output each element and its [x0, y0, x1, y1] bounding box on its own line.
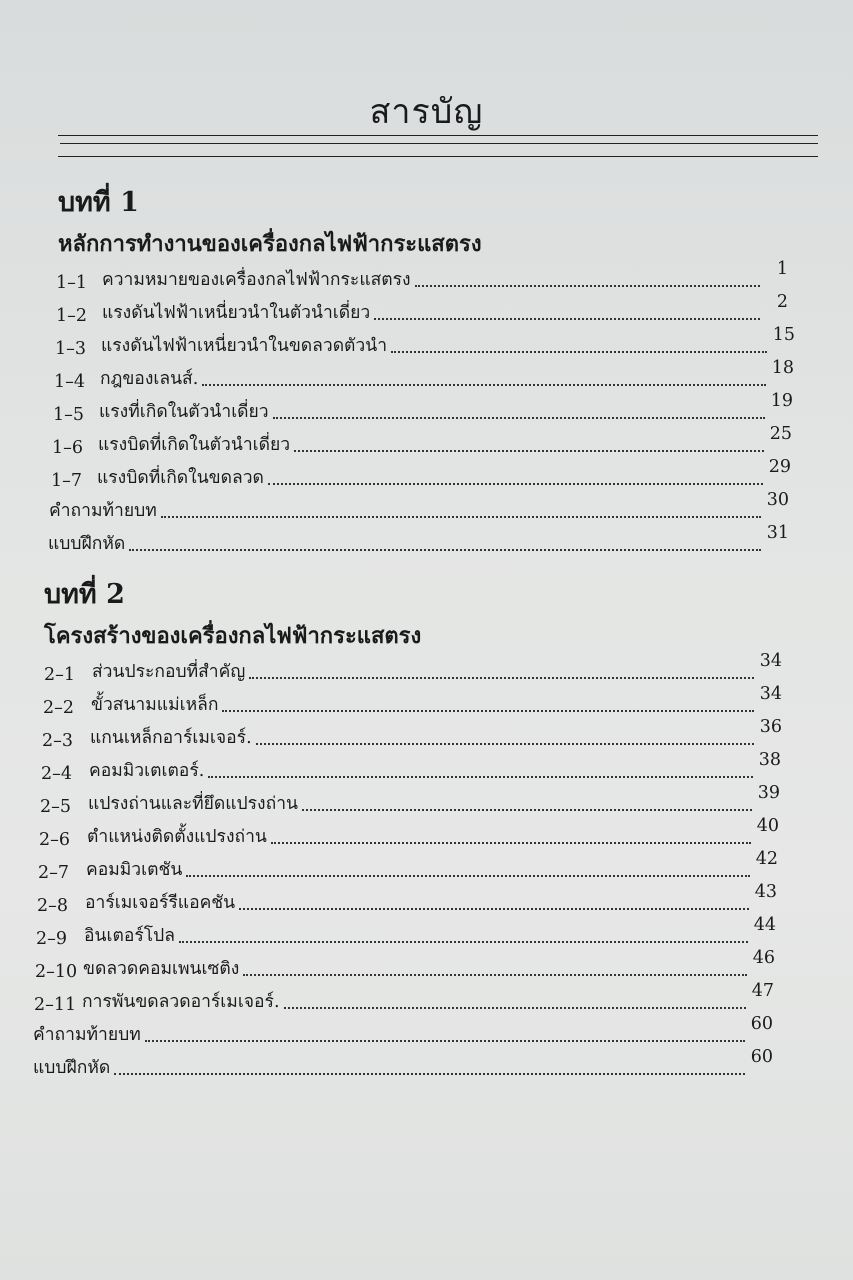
- toc-entry[interactable]: [36, 915, 776, 949]
- section-label: คอมมิวเตชัน: [86, 860, 183, 880]
- page-number: 15: [772, 325, 795, 345]
- section-label: แรงบิดที่เกิดในตัวนำเดี่ยว: [98, 435, 291, 455]
- dot-leader: [202, 384, 766, 386]
- section-label: ขั้วสนามแม่เหล็ก: [91, 695, 219, 715]
- section-number: 2–6: [39, 830, 71, 850]
- page-number: 38: [758, 750, 781, 770]
- section-label: คำถามท้ายบท: [33, 1025, 141, 1045]
- section-label: คอมมิวเตเตอร์.: [89, 761, 205, 781]
- section-number: 1–2: [56, 306, 88, 326]
- section-number: 2–3: [42, 731, 74, 751]
- page-number: 18: [771, 358, 794, 378]
- page-number: 60: [750, 1047, 773, 1067]
- section-number: 1–7: [51, 471, 83, 491]
- dot-leader: [256, 743, 754, 745]
- section-label: ขดลวดคอมเพนเซติง: [83, 959, 240, 979]
- toc-entry[interactable]: [42, 717, 782, 751]
- section-number: 2–1: [44, 665, 76, 685]
- title-rule-bottom: [58, 156, 818, 157]
- toc-entry[interactable]: [56, 292, 788, 326]
- dot-leader: [129, 549, 761, 551]
- page-number: 43: [754, 882, 777, 902]
- chapter-1-title: หลักการทำงานของเครื่องกลไฟฟ้ากระแสตรง: [58, 231, 482, 257]
- dot-leader: [302, 809, 752, 811]
- toc-entry[interactable]: [33, 1047, 773, 1081]
- toc-entry[interactable]: [55, 325, 795, 359]
- section-label: แบบฝึกหัด: [48, 534, 126, 554]
- toc-entry[interactable]: [34, 981, 774, 1015]
- toc-entry[interactable]: [41, 750, 781, 784]
- section-number: 1–4: [54, 372, 86, 392]
- toc-entry[interactable]: [51, 457, 791, 491]
- page-number: 25: [769, 424, 792, 444]
- dot-leader: [391, 351, 767, 353]
- section-label: คำถามท้ายบท: [49, 501, 157, 521]
- section-number: 2–4: [41, 764, 73, 784]
- page-number: 31: [766, 523, 789, 543]
- section-number: 1–3: [55, 339, 87, 359]
- section-number: 1–5: [53, 405, 85, 425]
- dot-leader: [249, 677, 754, 679]
- chapter-2-number: บทที่ 2: [44, 579, 125, 610]
- section-number: 2–2: [43, 698, 75, 718]
- toc-entry[interactable]: [43, 684, 782, 718]
- section-label: อินเตอร์โปล: [84, 926, 175, 946]
- section-label: แรงดันไฟฟ้าเหนี่ยวนำในตัวนำเดี่ยว: [102, 303, 371, 323]
- page-number: 42: [755, 849, 778, 869]
- page-title: สารบัญ: [369, 92, 484, 132]
- page-number: 34: [759, 684, 782, 704]
- toc-entry[interactable]: [33, 1014, 773, 1048]
- dot-leader: [208, 776, 753, 778]
- dot-leader: [294, 450, 764, 452]
- section-label: การพันขดลวดอาร์เมเจอร์.: [82, 992, 280, 1012]
- toc-entry[interactable]: [53, 391, 793, 425]
- chapter-2-title: โครงสร้างของเครื่องกลไฟฟ้ากระแสตรง: [44, 623, 422, 649]
- dot-leader: [186, 875, 750, 877]
- section-label: แรงดันไฟฟ้าเหนี่ยวนำในขดลวดตัวนำ: [101, 336, 388, 356]
- page-number: 36: [759, 717, 782, 737]
- toc-entry[interactable]: [38, 849, 778, 883]
- dot-leader: [284, 1007, 746, 1009]
- section-label: ส่วนประกอบที่สำคัญ: [92, 662, 246, 682]
- section-label: แปรงถ่านและที่ยึดแปรงถ่าน: [88, 794, 298, 814]
- page-number: 34: [759, 651, 782, 671]
- toc-entry[interactable]: [44, 651, 782, 685]
- section-number: 2–10: [35, 962, 78, 982]
- page-number: 60: [750, 1014, 773, 1034]
- section-number: 2–8: [37, 896, 69, 916]
- dot-leader: [114, 1073, 745, 1075]
- section-number: 2–5: [40, 797, 72, 817]
- toc-entry[interactable]: [35, 948, 775, 982]
- toc-entry[interactable]: [54, 358, 794, 392]
- dot-leader: [243, 974, 747, 976]
- section-label: แบบฝึกหัด: [33, 1058, 111, 1078]
- page-number: 46: [752, 948, 775, 968]
- page-number: 30: [766, 490, 789, 510]
- section-label: แรงบิดที่เกิดในขดลวด: [97, 468, 264, 488]
- page-number: 19: [770, 391, 793, 411]
- page-number: 29: [768, 457, 791, 477]
- section-number: 2–9: [36, 929, 68, 949]
- page-number: 39: [757, 783, 780, 803]
- section-label: ความหมายของเครื่องกลไฟฟ้ากระแสตรง: [102, 270, 411, 290]
- dot-leader: [268, 483, 763, 485]
- section-label: กฎของเลนส์.: [100, 369, 199, 389]
- section-number: 2–11: [34, 995, 77, 1015]
- section-number: 2–7: [38, 863, 70, 883]
- dot-leader: [374, 318, 760, 320]
- section-number: 1–1: [56, 273, 88, 293]
- page-number: 47: [751, 981, 774, 1001]
- section-label: แรงที่เกิดในตัวนำเดี่ยว: [99, 402, 269, 422]
- toc-entry[interactable]: [49, 490, 789, 524]
- dot-leader: [271, 842, 751, 844]
- section-label: ตำแหน่งติดตั้งแปรงถ่าน: [87, 827, 267, 847]
- dot-leader: [161, 516, 761, 518]
- section-number: 1–6: [52, 438, 84, 458]
- page-number: 2: [776, 292, 788, 312]
- page-number: 1: [776, 259, 788, 279]
- section-label: อาร์เมเจอร์รีแอคชัน: [85, 893, 236, 913]
- dot-leader: [145, 1040, 745, 1042]
- toc-entry[interactable]: [56, 259, 788, 293]
- toc-entry[interactable]: [39, 816, 779, 850]
- dot-leader: [179, 941, 748, 943]
- dot-leader: [273, 417, 765, 419]
- page-number: 44: [753, 915, 776, 935]
- toc-entry[interactable]: [37, 882, 777, 916]
- toc-entry[interactable]: [48, 523, 789, 557]
- title-rule-mid: [60, 143, 818, 144]
- title-rule-top: [58, 135, 818, 136]
- chapter-1-number: บทที่ 1: [58, 187, 139, 218]
- section-label: แกนเหล็กอาร์เมเจอร์.: [90, 728, 252, 748]
- dot-leader: [239, 908, 749, 910]
- dot-leader: [222, 710, 754, 712]
- page-number: 40: [756, 816, 779, 836]
- toc-entry[interactable]: [52, 424, 792, 458]
- toc-entry[interactable]: [40, 783, 780, 817]
- dot-leader: [415, 285, 760, 287]
